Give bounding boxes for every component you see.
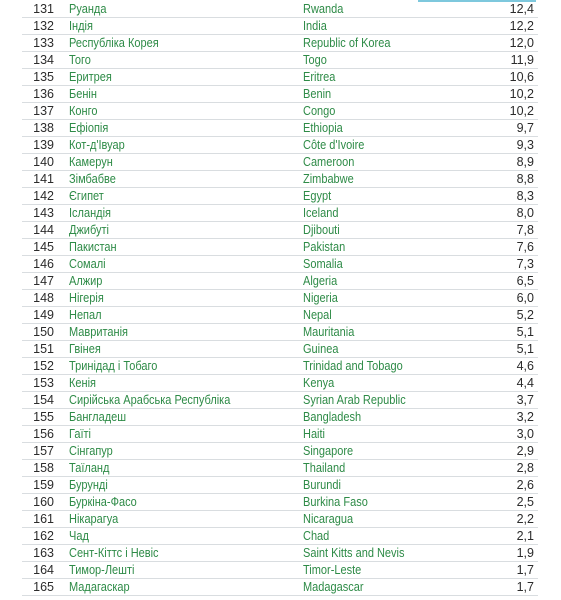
rank-cell: 142 [33, 189, 54, 203]
country-name-uk: Гвінея [69, 342, 101, 356]
country-name-uk: Кот-д'Івуар [69, 138, 125, 152]
rank-cell: 136 [33, 87, 54, 101]
country-name-en: Syrian Arab Republic [303, 393, 406, 407]
table-row [22, 256, 538, 273]
index-value: 1,9 [516, 546, 534, 560]
index-value: 12,0 [509, 36, 534, 50]
index-value: 8,3 [516, 189, 534, 203]
country-name-uk: Індія [69, 19, 93, 33]
country-name-en: Congo [303, 104, 336, 118]
country-name-uk: Мавританія [69, 325, 129, 339]
country-name-uk: Того [69, 53, 91, 67]
country-name-en: Madagascar [303, 580, 364, 594]
country-name-en: Trinidad and Tobago [303, 359, 403, 373]
table-row [22, 562, 538, 579]
table-row [22, 460, 538, 477]
country-name-en: Mauritania [303, 325, 355, 339]
index-value: 9,3 [516, 138, 534, 152]
index-value: 5,1 [516, 325, 534, 339]
rank-cell: 158 [33, 461, 54, 475]
country-name-en: Zimbabwe [303, 172, 354, 186]
country-name-en: Djibouti [303, 223, 340, 237]
rank-cell: 134 [33, 53, 54, 67]
index-value: 12,4 [509, 2, 534, 16]
index-value: 6,0 [516, 291, 534, 305]
index-value: 2,5 [516, 495, 534, 509]
table-row [22, 324, 538, 341]
index-value: 9,7 [516, 121, 534, 135]
table-row [22, 18, 538, 35]
table-row [22, 52, 538, 69]
rank-cell: 155 [33, 410, 54, 424]
country-name-en: Saint Kitts and Nevis [303, 546, 405, 560]
country-name-uk: Джибуті [69, 223, 109, 237]
index-value: 3,2 [516, 410, 534, 424]
index-value: 7,8 [516, 223, 534, 237]
table-row [22, 443, 538, 460]
rank-cell: 163 [33, 546, 54, 560]
country-name-en: Algeria [303, 274, 338, 288]
country-name-en: Burundi [303, 478, 341, 492]
index-value: 7,6 [516, 240, 534, 254]
country-name-uk: Республіка Корея [69, 36, 159, 50]
country-name-uk: Еритрея [69, 70, 112, 84]
country-name-uk: Мадагаскар [69, 580, 130, 594]
rank-cell: 156 [33, 427, 54, 441]
country-name-en: Eritrea [303, 70, 336, 84]
country-name-uk: Руанда [69, 2, 107, 16]
country-name-uk: Бангладеш [69, 410, 127, 424]
table-row [22, 120, 538, 137]
index-value: 2,2 [516, 512, 534, 526]
rank-cell: 150 [33, 325, 54, 339]
country-name-uk: Ефіопія [69, 121, 109, 135]
country-name-en: Pakistan [303, 240, 346, 254]
country-name-uk: Сирійська Арабська Республіка [69, 393, 231, 407]
country-name-uk: Буркіна-Фасо [69, 495, 137, 509]
country-name-en: Guinea [303, 342, 339, 356]
index-value: 8,8 [516, 172, 534, 186]
country-name-uk: Конго [69, 104, 98, 118]
ranking-table [22, 1, 538, 596]
index-value: 3,7 [516, 393, 534, 407]
rank-cell: 144 [33, 223, 54, 237]
country-name-en: Rwanda [303, 2, 344, 16]
rank-cell: 141 [33, 172, 54, 186]
table-row [22, 69, 538, 86]
country-name-uk: Зімбабве [69, 172, 116, 186]
country-name-en: Togo [303, 53, 327, 67]
table-row [22, 307, 538, 324]
country-name-en: Thailand [303, 461, 346, 475]
country-name-en: Haiti [303, 427, 326, 441]
country-name-uk: Сомалі [69, 257, 106, 271]
index-value: 4,6 [516, 359, 534, 373]
rank-cell: 143 [33, 206, 54, 220]
table-row [22, 545, 538, 562]
rank-cell: 137 [33, 104, 54, 118]
country-name-uk: Пакистан [69, 240, 117, 254]
rank-cell: 140 [33, 155, 54, 169]
table-row [22, 426, 538, 443]
index-value: 2,1 [516, 529, 534, 543]
index-value: 3,0 [516, 427, 534, 441]
rank-cell: 160 [33, 495, 54, 509]
index-value: 10,2 [509, 87, 534, 101]
index-value: 10,2 [509, 104, 534, 118]
index-value: 5,2 [516, 308, 534, 322]
table-row [22, 239, 538, 256]
rank-cell: 148 [33, 291, 54, 305]
country-name-en: Iceland [303, 206, 339, 220]
country-name-uk: Сінгапур [69, 444, 113, 458]
country-name-en: Nepal [303, 308, 332, 322]
table-row [22, 188, 538, 205]
table-row [22, 1, 538, 18]
country-name-uk: Таїланд [69, 461, 110, 475]
country-name-en: Singapore [303, 444, 354, 458]
rank-cell: 161 [33, 512, 54, 526]
rank-cell: 152 [33, 359, 54, 373]
rank-cell: 164 [33, 563, 54, 577]
rank-cell: 133 [33, 36, 54, 50]
country-name-uk: Нігерія [69, 291, 104, 305]
country-name-uk: Гаїті [69, 427, 91, 441]
country-name-uk: Бенін [69, 87, 97, 101]
rank-cell: 151 [33, 342, 54, 356]
country-name-uk: Камерун [69, 155, 113, 169]
country-name-en: Cameroon [303, 155, 355, 169]
country-name-uk: Тринідад і Тобаго [69, 359, 158, 373]
rank-cell: 149 [33, 308, 54, 322]
table-row [22, 579, 538, 596]
table-row [22, 341, 538, 358]
rank-cell: 153 [33, 376, 54, 390]
rank-cell: 132 [33, 19, 54, 33]
table-row [22, 358, 538, 375]
country-name-en: Chad [303, 529, 330, 543]
country-name-en: Timor-Leste [303, 563, 362, 577]
rank-cell: 139 [33, 138, 54, 152]
rank-cell: 154 [33, 393, 54, 407]
index-value: 2,9 [516, 444, 534, 458]
index-value: 2,6 [516, 478, 534, 492]
rank-cell: 159 [33, 478, 54, 492]
table-row [22, 154, 538, 171]
index-value: 8,0 [516, 206, 534, 220]
country-name-en: Somalia [303, 257, 343, 271]
index-value: 8,9 [516, 155, 534, 169]
country-name-uk: Сент-Кіттс і Невіс [69, 546, 159, 560]
index-value: 10,6 [509, 70, 534, 84]
table-row [22, 511, 538, 528]
country-name-uk: Непал [69, 308, 102, 322]
rank-cell: 135 [33, 70, 54, 84]
table-row [22, 205, 538, 222]
country-name-uk: Єгипет [69, 189, 104, 203]
index-value: 1,7 [516, 563, 534, 577]
country-name-en: Nigeria [303, 291, 338, 305]
rank-cell: 146 [33, 257, 54, 271]
country-name-en: Burkina Faso [303, 495, 368, 509]
table-row [22, 86, 538, 103]
index-value: 12,2 [509, 19, 534, 33]
rank-cell: 165 [33, 580, 54, 594]
country-name-uk: Ісландія [69, 206, 111, 220]
country-name-uk: Бурунді [69, 478, 108, 492]
rank-cell: 162 [33, 529, 54, 543]
country-name-uk: Алжир [69, 274, 103, 288]
table-row [22, 392, 538, 409]
country-name-en: Ethiopia [303, 121, 343, 135]
country-name-en: Bangladesh [303, 410, 362, 424]
index-value: 5,1 [516, 342, 534, 356]
rank-cell: 147 [33, 274, 54, 288]
country-name-en: Republic of Korea [303, 36, 391, 50]
index-value: 7,3 [516, 257, 534, 271]
table-row [22, 171, 538, 188]
index-value: 11,9 [510, 53, 534, 67]
table-row [22, 222, 538, 239]
table-row [22, 290, 538, 307]
table-row [22, 137, 538, 154]
country-name-en: Kenya [303, 376, 335, 390]
index-value: 4,4 [516, 376, 534, 390]
rank-cell: 138 [33, 121, 54, 135]
country-name-en: Egypt [303, 189, 332, 203]
table-row [22, 494, 538, 511]
country-name-uk: Нікарагуа [69, 512, 119, 526]
rank-cell: 157 [33, 444, 54, 458]
country-name-uk: Чад [69, 529, 89, 543]
table-row [22, 528, 538, 545]
index-value: 1,7 [516, 580, 534, 594]
rank-cell: 131 [33, 2, 54, 16]
country-name-uk: Тимор-Лешті [69, 563, 135, 577]
country-name-en: Nicaragua [303, 512, 354, 526]
rank-cell: 145 [33, 240, 54, 254]
country-name-en: Côte d'Ivoire [303, 138, 365, 152]
table-row [22, 375, 538, 392]
table-row [22, 35, 538, 52]
country-name-uk: Кенія [69, 376, 97, 390]
index-value: 2,8 [516, 461, 534, 475]
table-row [22, 477, 538, 494]
table-row [22, 273, 538, 290]
table-row [22, 409, 538, 426]
index-value: 6,5 [516, 274, 534, 288]
country-name-en: India [303, 19, 327, 33]
table-row [22, 103, 538, 120]
country-name-en: Benin [303, 87, 332, 101]
